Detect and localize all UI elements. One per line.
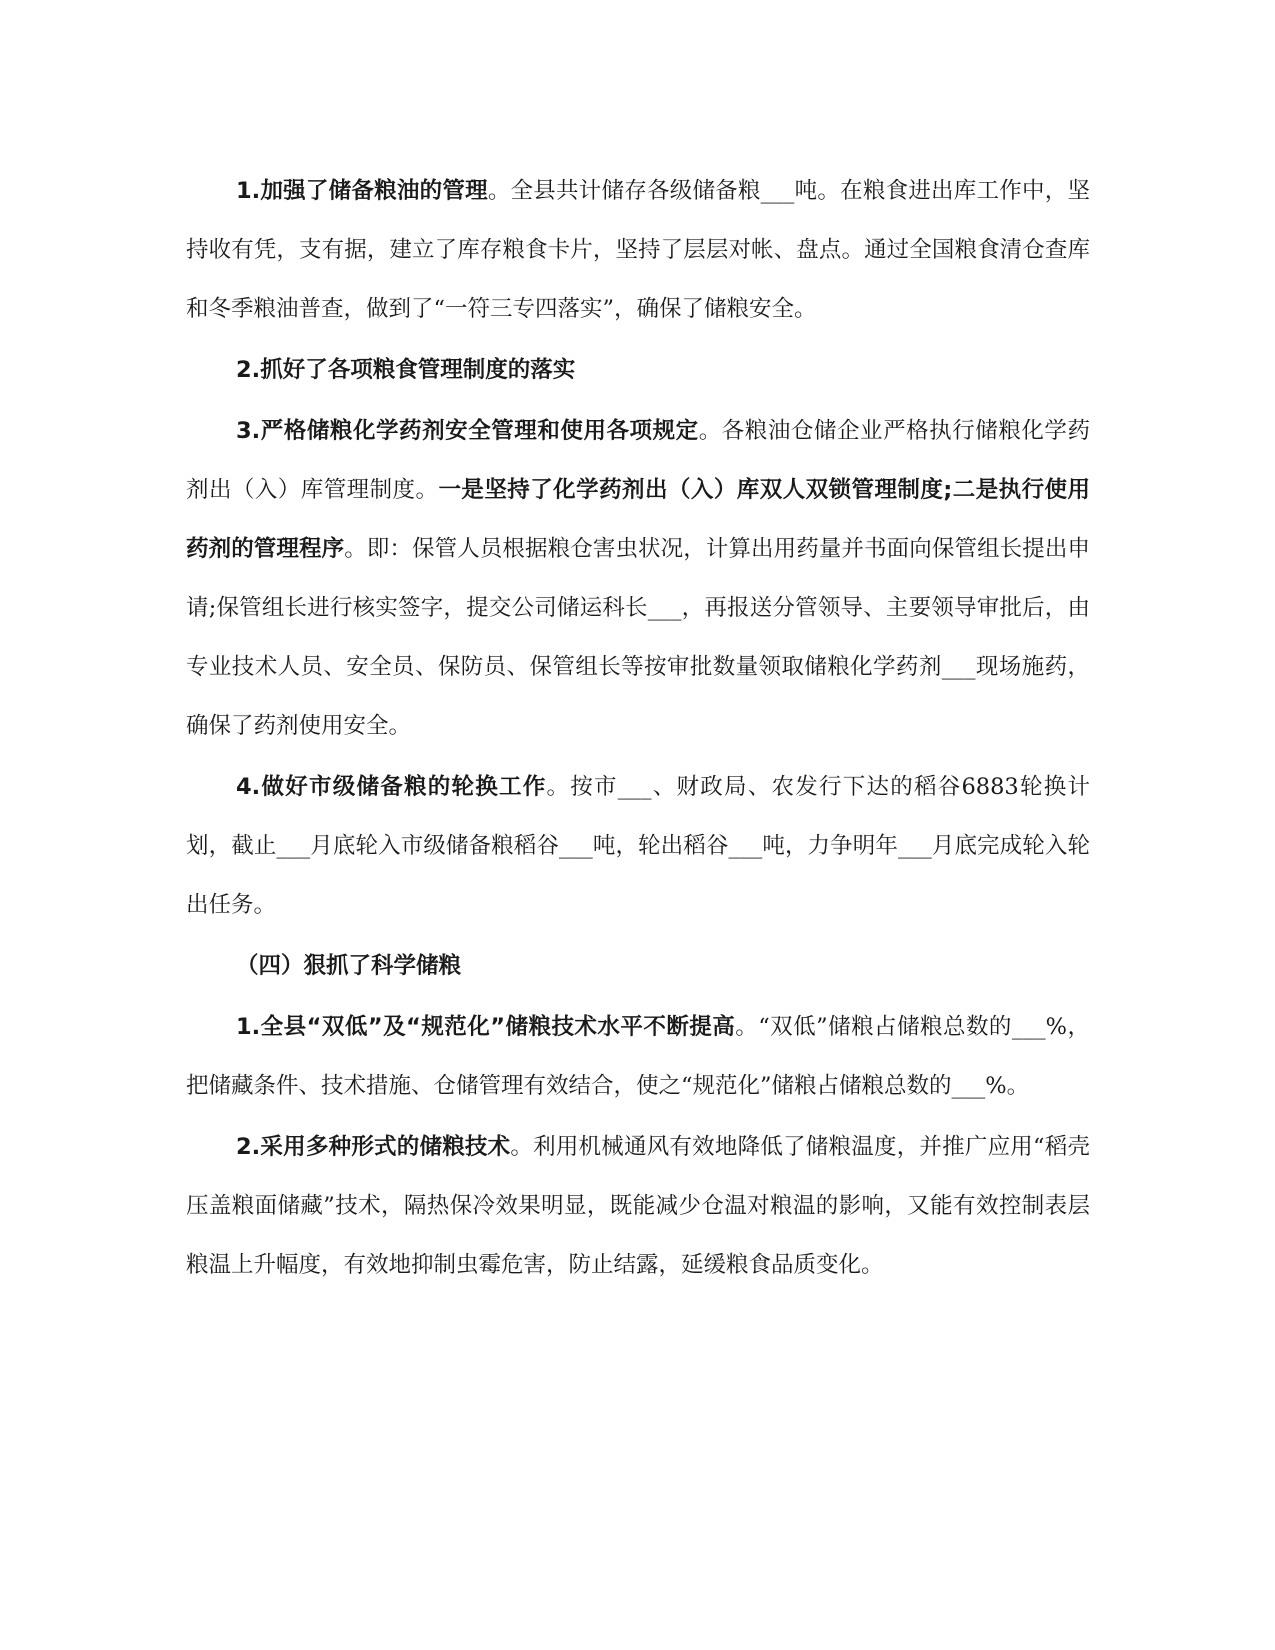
paragraph-heading: 1.加强了储备粮油的管理 [236, 178, 488, 204]
paragraph-rotation-work [186, 758, 1090, 935]
paragraph-heading: 3.严格储粮化学药剂安全管理和使用各项规定 [236, 418, 699, 444]
paragraph-heading: 4.做好市级储备粮的轮换工作 [236, 774, 547, 800]
paragraph-reserve-management [186, 162, 1090, 339]
paragraph-body: 。按市___、财政局、农发行下达的稻谷6883轮换计划，截止___月底轮入市级储备粮稻谷___吨，轮出稻谷___吨，力争明年___月底完成轮入轮出任务。 [186, 774, 1090, 918]
paragraph-storage-techniques [186, 1118, 1090, 1295]
paragraph-heading: 2.采用多种形式的储粮技术 [236, 1134, 511, 1160]
section-heading-text: （四）狠抓了科学储粮 [236, 953, 462, 979]
paragraph-heading: 1.全县“双低”及“规范化”储粮技术水平不断提高 [236, 1014, 736, 1040]
paragraph-storage-technology-level [186, 998, 1090, 1116]
paragraph-body: 。各粮油仓储企业严格执行储粮化学药剂出（入）库管理制度。 [186, 418, 1090, 503]
document-page [186, 162, 1090, 1297]
paragraph-body: 。“双低”储粮占储粮总数的___%，把储藏条件、技术措施、仓储管理有效结合，使之“规范化”储粮占储粮总数的___%。 [186, 1014, 1090, 1099]
paragraph-chemical-safety [186, 402, 1090, 756]
section-heading-scientific-storage [186, 937, 1090, 996]
paragraph-body: 。全县共计储存各级储备粮___吨。在粮食进出库工作中，坚持收有凭，支有据，建立了库存粮食卡片，坚持了层层对帐、盘点。通过全国粮食清仓查库和冬季粮油普查，做到了“一符三专四落实”，确保了储粮安全。 [186, 178, 1090, 322]
paragraph-body-continued: 。即：保管人员根据粮仓害虫状况，计算出用药量并书面向保管组长提出申请;保管组长进行核实签字，提交公司储运科长___，再报送分管领导、主要领导审批后，由专业技术人员、安全员、保防员、保管组长等按审批数量领取储粮化学药剂___现场施药，确保了药剂使用安全。 [186, 536, 1090, 739]
paragraph-heading: 2.抓好了各项粮食管理制度的落实 [236, 357, 576, 383]
paragraph-body: 。利用机械通风有效地降低了储粮温度，并推广应用“稻壳压盖粮面储藏”技术，隔热保冷效果明显，既能减少仓温对粮温的影响，又能有效控制表层粮温上升幅度，有效地抑制虫霉危害，防止结露，延缓粮食品质变化。 [186, 1134, 1090, 1278]
paragraph-emphasis: 一是坚持了化学药剂出（入）库双人双锁管理制度;二是执行使用药剂的管理程序 [186, 477, 1090, 562]
paragraph-management-systems [186, 341, 1090, 400]
